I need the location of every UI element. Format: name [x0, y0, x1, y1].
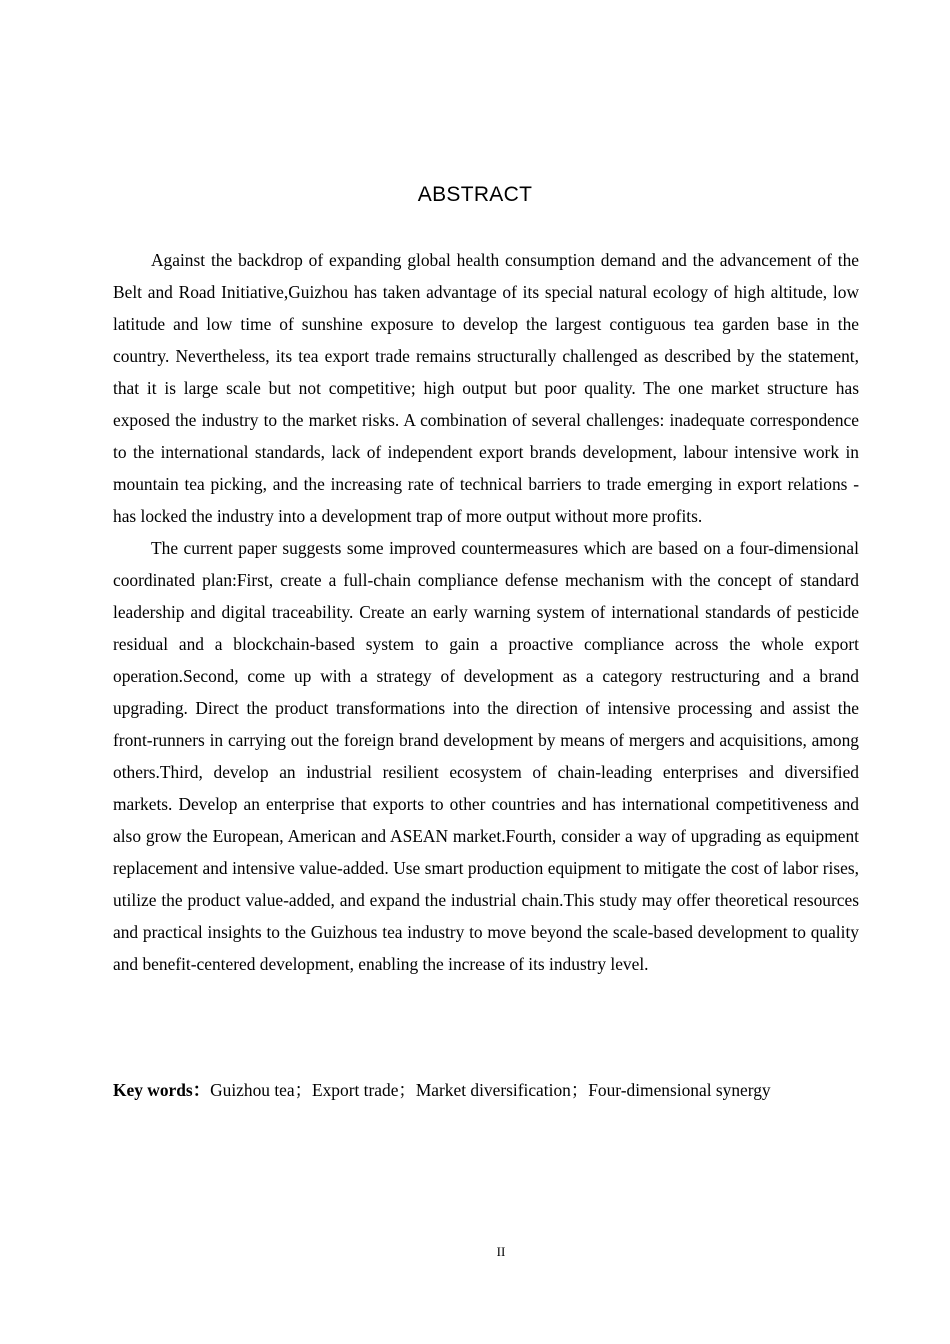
- page-number: II: [496, 1244, 506, 1259]
- abstract-title: ABSTRACT: [417, 183, 533, 206]
- keywords-line: [113, 1074, 873, 1106]
- abstract-body: [113, 244, 859, 980]
- abstract-paragraph-1: Against the backdrop of expanding global health consumption demand and the advancement of the Belt and Road Initiative,Guizhou has taken advantage of its special natural ecology of high altitude, low latitude and low time of sunshine exposure to develop the largest contiguous tea garden base in the country. Nevertheless, its tea export trade remains structurally challenged as described by the statement, that it is large scale but not competitive; high output but poor quality. The one market structure has exposed the industry to the market risks. A combination of several challenges: inadequate correspondence to the international standards, lack of independent export brands development, labour intensive work in mountain tea picking, and the increasing rate of technical barriers to trade emerging in export relations - has locked the industry into a development trap of more output without more profits.: [113, 250, 859, 526]
- keywords-label: Key words：: [113, 1080, 211, 1100]
- keywords-items: Guizhou tea；Export trade；Market diversification；Four-dimensional synergy: [210, 1080, 771, 1100]
- abstract-paragraph-2: The current paper suggests some improved countermeasures which are based on a four-dimensional coordinated plan:First, create a full-chain compliance defense mechanism with the concept of standard leadership and digital traceability. Create an early warning system of international standards of pesticide residual and a blockchain-based system to gain a proactive compliance across the whole export operation.Second, come up with a strategy of development as a category restructuring and a brand upgrading. Direct the product transformations into the direction of intensive processing and assist the front-runners in carrying out the foreign brand development by means of mergers and acquisitions, among others.Third, develop an industrial resilient ecosystem of chain-leading enterprises and diversified markets. Develop an enterprise that exports to other countries and has international competitiveness and also grow the European, American and ASEAN market.Fourth, consider a way of upgrading as equipment replacement and intensive value-added. Use smart production equipment to mitigate the cost of labor rises, utilize the product value-added, and expand the industrial chain.This study may offer theoretical resources and practical insights to the Guizhous tea industry to move beyond the scale-based development to quality and benefit-centered development, enabling the increase of its industry level.: [113, 538, 859, 974]
